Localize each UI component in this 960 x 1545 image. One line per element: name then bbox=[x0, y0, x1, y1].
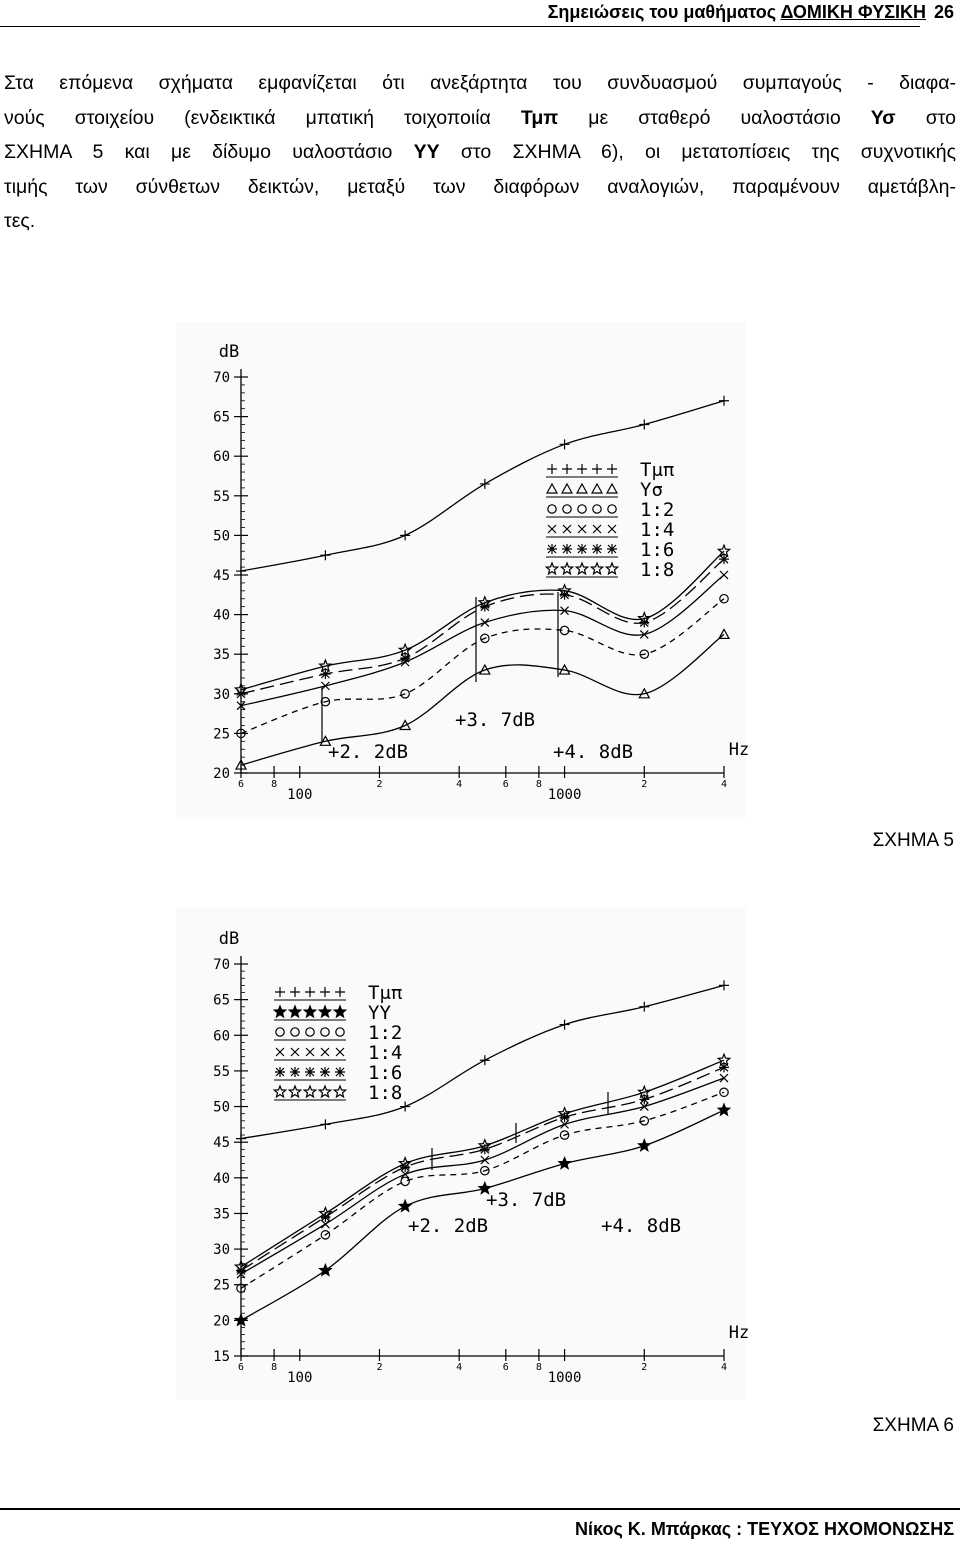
x-tick-label: 6 bbox=[237, 779, 245, 790]
legend-marker bbox=[336, 1028, 344, 1036]
legend-marker bbox=[592, 484, 602, 493]
data-point-marker bbox=[320, 1119, 330, 1129]
data-point-marker bbox=[480, 479, 490, 489]
y-tick-label: 15 bbox=[213, 1349, 230, 1365]
paragraph-line bbox=[4, 101, 956, 136]
x-tick-label: 1000 bbox=[547, 1370, 582, 1386]
annotation-label: +2. 2dB bbox=[408, 1215, 489, 1237]
y-tick-label: 40 bbox=[213, 607, 230, 624]
y-axis-label: dB bbox=[218, 342, 240, 362]
y-tick-label: 70 bbox=[213, 370, 230, 386]
y-tick-label: 25 bbox=[213, 1277, 230, 1294]
legend-label: 1:2 bbox=[368, 1022, 403, 1044]
x-axis-label: Hz bbox=[728, 740, 750, 760]
legend-marker bbox=[275, 1067, 285, 1077]
y-tick-label: 45 bbox=[213, 1135, 230, 1152]
page-number: 26 bbox=[933, 2, 954, 22]
legend-marker bbox=[334, 1006, 345, 1017]
legend-label: 1:8 bbox=[368, 1082, 403, 1104]
x-tick-label: 4 bbox=[456, 1362, 463, 1373]
header-title bbox=[548, 2, 926, 23]
legend-marker bbox=[608, 525, 616, 533]
x-tick-label: 2 bbox=[376, 1362, 383, 1373]
term-yy: ΥΥ bbox=[413, 141, 440, 163]
footer-rule bbox=[0, 1508, 960, 1510]
legend-marker bbox=[290, 987, 300, 997]
legend-marker bbox=[577, 484, 587, 493]
x-tick-label: 6 bbox=[502, 1362, 509, 1373]
legend-marker bbox=[578, 505, 586, 513]
y-axis-label: dB bbox=[218, 929, 240, 949]
legend-marker bbox=[276, 1028, 284, 1036]
legend-marker bbox=[546, 563, 557, 574]
legend-marker bbox=[591, 563, 602, 574]
x-tick-label: 8 bbox=[271, 779, 278, 790]
legend-marker bbox=[290, 1067, 300, 1077]
data-point-marker bbox=[481, 1156, 489, 1164]
legend-marker bbox=[274, 1006, 285, 1017]
legend-label: ΥΥ bbox=[368, 1002, 391, 1024]
term-ys: Υσ bbox=[870, 106, 896, 129]
series-line-3 bbox=[241, 575, 724, 706]
legend-marker bbox=[563, 525, 571, 533]
legend-marker bbox=[562, 464, 572, 474]
x-tick-label: 2 bbox=[641, 1362, 648, 1373]
figure-5-svg bbox=[176, 322, 750, 817]
legend-label: 1:6 bbox=[640, 539, 675, 561]
y-tick-label: 35 bbox=[213, 1206, 230, 1223]
data-point-marker bbox=[639, 1002, 649, 1012]
legend-marker bbox=[607, 484, 617, 493]
data-point-marker bbox=[480, 1055, 490, 1065]
legend-marker bbox=[563, 505, 571, 513]
header-prefix: Σημειώσεις του μαθήματος bbox=[547, 2, 777, 22]
x-tick-label: 2 bbox=[376, 779, 383, 790]
figure-5-caption: ΣΧΗΜΑ 5 bbox=[872, 830, 954, 851]
series-line-0 bbox=[241, 985, 724, 1138]
legend-marker bbox=[304, 1086, 315, 1097]
annotation-label: +4. 8dB bbox=[553, 741, 634, 763]
legend-marker bbox=[335, 987, 345, 997]
legend-label: 1:4 bbox=[640, 519, 675, 541]
y-tick-label: 25 bbox=[213, 726, 230, 743]
text-run: στο ΣΧΗΜΑ 6), οι μετατοπίσεις της συχνοτικής bbox=[439, 141, 957, 163]
data-point-marker bbox=[320, 550, 330, 560]
legend-marker bbox=[289, 1006, 300, 1017]
y-tick-label: 60 bbox=[213, 1028, 230, 1045]
paragraph-line: τιμής των σύνθετων δεικτών, μεταξύ των διαφόρων αναλογιών, παραμένουν αμετάβλη- bbox=[4, 175, 956, 198]
legend-marker bbox=[321, 1048, 329, 1056]
legend-marker bbox=[592, 544, 602, 554]
annotation-label: +2. 2dB bbox=[328, 741, 409, 763]
y-tick-label: 55 bbox=[213, 488, 230, 505]
y-tick-label: 50 bbox=[213, 528, 230, 545]
legend-marker bbox=[607, 464, 617, 474]
legend-label: Τμπ bbox=[640, 459, 675, 481]
annotation-label: +4. 8dB bbox=[601, 1215, 682, 1237]
y-tick-label: 40 bbox=[213, 1170, 230, 1187]
legend-marker bbox=[548, 505, 556, 513]
y-tick-label: 65 bbox=[213, 992, 230, 1009]
x-tick-label: 4 bbox=[720, 1362, 728, 1373]
legend-marker bbox=[304, 1006, 315, 1017]
legend-marker bbox=[305, 987, 315, 997]
data-point-marker bbox=[639, 420, 649, 430]
legend-marker bbox=[276, 1048, 284, 1056]
paragraph-line: τες. bbox=[4, 210, 36, 232]
data-point-marker bbox=[718, 1104, 729, 1115]
series-line-3 bbox=[241, 1078, 724, 1274]
legend-marker bbox=[275, 987, 285, 997]
data-point-marker bbox=[720, 595, 728, 603]
legend-label: Υσ bbox=[640, 479, 663, 501]
figure-6-chart bbox=[176, 908, 750, 1400]
y-tick-label: 20 bbox=[213, 766, 230, 782]
y-tick-label: 20 bbox=[213, 1313, 230, 1330]
data-point-marker bbox=[481, 619, 489, 627]
legend-marker bbox=[548, 525, 556, 533]
x-tick-label: 8 bbox=[535, 1362, 542, 1373]
series-line-4 bbox=[241, 1067, 724, 1270]
legend-marker bbox=[306, 1028, 314, 1036]
legend-marker bbox=[305, 1067, 315, 1077]
legend-marker bbox=[291, 1028, 299, 1036]
data-point-marker bbox=[720, 1088, 728, 1096]
header-subject: ΔΟΜΙΚΗ ΦΥΣΙΚΗ bbox=[780, 2, 926, 22]
legend-marker bbox=[289, 1086, 300, 1097]
legend-marker bbox=[562, 544, 572, 554]
x-tick-label: 100 bbox=[287, 1370, 313, 1386]
term-tmp: Τμπ bbox=[520, 106, 559, 129]
legend-marker bbox=[608, 505, 616, 513]
legend-marker bbox=[547, 464, 557, 474]
annotation-label: +3. 7dB bbox=[455, 709, 536, 731]
data-point-marker bbox=[235, 1314, 246, 1325]
x-tick-label: 4 bbox=[720, 779, 728, 790]
legend-marker bbox=[274, 1086, 285, 1097]
legend-marker bbox=[320, 1067, 330, 1077]
data-point-marker bbox=[639, 1140, 650, 1151]
legend-marker bbox=[592, 464, 602, 474]
legend-label: Τμπ bbox=[368, 982, 403, 1004]
legend-marker bbox=[336, 1048, 344, 1056]
y-tick-label: 55 bbox=[213, 1063, 230, 1080]
legend-marker bbox=[291, 1048, 299, 1056]
data-point-marker bbox=[399, 1200, 410, 1211]
legend-marker bbox=[562, 484, 572, 493]
annotation-label: +3. 7dB bbox=[486, 1189, 567, 1211]
legend-marker bbox=[306, 1048, 314, 1056]
legend-marker bbox=[547, 544, 557, 554]
x-tick-label: 4 bbox=[456, 779, 463, 790]
y-tick-label: 50 bbox=[213, 1099, 230, 1116]
legend-marker bbox=[607, 544, 617, 554]
legend-marker bbox=[576, 563, 587, 574]
data-point-marker bbox=[560, 1020, 570, 1030]
legend-label: 1:2 bbox=[640, 499, 675, 521]
data-point-marker bbox=[720, 1074, 728, 1082]
y-tick-label: 60 bbox=[213, 449, 230, 466]
legend-marker bbox=[561, 563, 572, 574]
y-tick-label: 70 bbox=[213, 957, 230, 973]
figure-5-chart bbox=[176, 322, 750, 817]
x-tick-label: 6 bbox=[237, 1362, 245, 1373]
footer-text: Νίκος Κ. Μπάρκας : ΤΕΥΧΟΣ ΗΧΟΜΟΝΩΣΗΣ bbox=[575, 1519, 954, 1539]
text-run: ΣΧΗΜΑ 5 και με δίδυμο υαλοστάσιο bbox=[4, 141, 414, 163]
legend-marker bbox=[319, 1006, 330, 1017]
body-paragraph bbox=[4, 66, 956, 239]
y-tick-label: 35 bbox=[213, 647, 230, 664]
legend-marker bbox=[577, 464, 587, 474]
legend-marker bbox=[547, 484, 557, 493]
legend-marker bbox=[335, 1067, 345, 1077]
data-point-marker bbox=[720, 571, 728, 579]
x-tick-label: 6 bbox=[502, 779, 509, 790]
figure-6-caption: ΣΧΗΜΑ 6 bbox=[872, 1415, 954, 1436]
legend-label: 1:6 bbox=[368, 1062, 403, 1084]
legend-marker bbox=[577, 544, 587, 554]
y-tick-label: 45 bbox=[213, 568, 230, 584]
x-axis-label: Hz bbox=[728, 1323, 750, 1343]
data-point-marker bbox=[401, 1177, 409, 1185]
data-point-marker bbox=[719, 980, 729, 990]
text-run: νούς στοιχείου (ενδεικτικά μπατική τοιχοποιία bbox=[4, 106, 521, 129]
data-point-marker bbox=[719, 396, 729, 406]
page-header bbox=[0, 0, 960, 26]
legend-marker bbox=[593, 525, 601, 533]
legend-marker bbox=[321, 1028, 329, 1036]
text-run: στο bbox=[895, 106, 956, 129]
data-point-marker bbox=[400, 530, 410, 540]
series-line-1 bbox=[241, 634, 724, 765]
legend-label: 1:4 bbox=[368, 1042, 403, 1064]
x-tick-label: 2 bbox=[641, 779, 648, 790]
legend-marker bbox=[319, 1086, 330, 1097]
y-tick-label: 30 bbox=[213, 686, 230, 703]
legend-label: 1:8 bbox=[640, 559, 675, 581]
data-point-marker bbox=[560, 439, 570, 449]
y-tick-label: 65 bbox=[213, 409, 230, 426]
y-tick-label: 30 bbox=[213, 1242, 230, 1259]
data-point-marker bbox=[321, 682, 329, 690]
legend-marker bbox=[593, 505, 601, 513]
x-tick-label: 8 bbox=[535, 779, 542, 790]
paragraph-line bbox=[4, 135, 956, 170]
data-point-marker bbox=[559, 1158, 570, 1169]
legend-marker bbox=[606, 563, 617, 574]
header-rule bbox=[0, 26, 920, 27]
figure-6-svg bbox=[176, 908, 750, 1400]
x-tick-label: 100 bbox=[287, 787, 313, 803]
x-tick-label: 1000 bbox=[547, 787, 582, 803]
text-run: με σταθερό υαλοστάσιο bbox=[558, 106, 871, 129]
legend-marker bbox=[334, 1086, 345, 1097]
legend-marker bbox=[578, 525, 586, 533]
x-tick-label: 8 bbox=[271, 1362, 278, 1373]
legend-marker bbox=[320, 987, 330, 997]
paragraph-line: Στα επόμενα σχήματα εμφανίζεται ότι ανεξάρτητα του συνδυασμού συμπαγούς - διαφα- bbox=[4, 72, 956, 94]
